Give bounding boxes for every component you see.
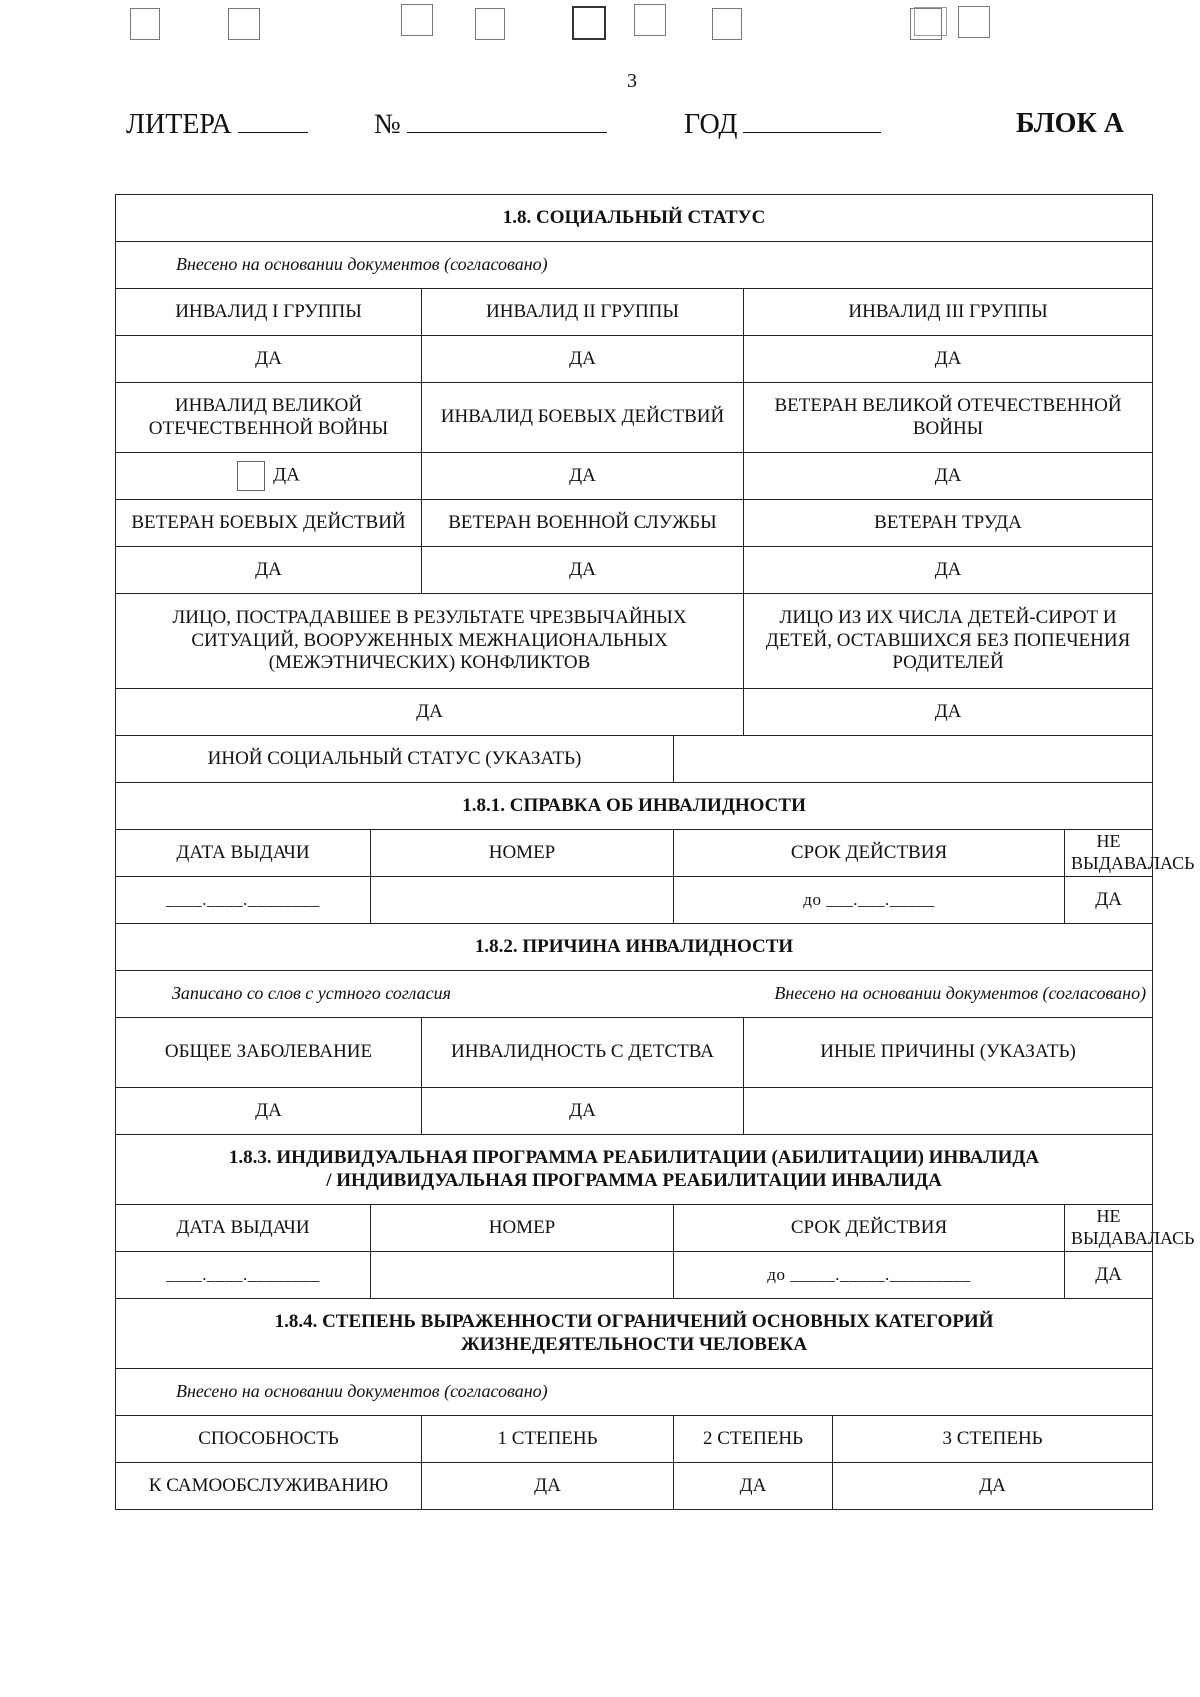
year-blank[interactable]: [743, 108, 881, 133]
number-blank[interactable]: [407, 108, 607, 133]
note-verbal: Записано со слов с устного согласия: [172, 983, 451, 1004]
note-documents: Внесено на основании документов (согласовано): [116, 242, 1153, 289]
validity-field[interactable]: до ___.___._____: [674, 877, 1065, 924]
yes-option[interactable]: ДА: [1065, 1252, 1153, 1299]
marker-square: [475, 8, 505, 40]
label-veteran-ww2: ВЕТЕРАН ВЕЛИКОЙ ОТЕЧЕСТВЕННОЙ ВОЙНЫ: [744, 383, 1153, 453]
col-validity: СРОК ДЕЙСТВИЯ: [674, 1205, 1065, 1252]
yes-option[interactable]: ДА: [422, 453, 744, 500]
header-line: [126, 108, 1126, 148]
col-number: НОМЕР: [371, 830, 674, 877]
section-title-social-status: 1.8. СОЦИАЛЬНЫЙ СТАТУС: [116, 195, 1153, 242]
col-degree-3: 3 СТЕПЕНЬ: [833, 1416, 1153, 1463]
label-disabled-ww2: ИНВАЛИД ВЕЛИКОЙ ОТЕЧЕСТВЕННОЙ ВОЙНЫ: [116, 383, 422, 453]
yes-option[interactable]: ДА: [422, 547, 744, 594]
yes-option[interactable]: ДА: [833, 1463, 1153, 1510]
label-emergency-victim: ЛИЦО, ПОСТРАДАВШЕЕ В РЕЗУЛЬТАТЕ ЧРЕЗВЫЧАЙНЫХ СИТУАЦИЙ, ВООРУЖЕННЫХ МЕЖНАЦИОНАЛЬНЫХ (МЕЖЭТНИЧЕСКИХ) КОНФЛИКТОВ: [116, 594, 744, 689]
rehab-title-line-1: 1.8.3. ИНДИВИДУАЛЬНАЯ ПРОГРАММА РЕАБИЛИТАЦИИ (АБИЛИТАЦИИ) ИНВАЛИДА: [228, 1146, 1040, 1168]
yes-option[interactable]: ДА: [674, 1463, 833, 1510]
number-field[interactable]: [371, 1252, 674, 1299]
yes-option[interactable]: ДА: [744, 547, 1153, 594]
litera-label: ЛИТЕРА: [126, 109, 232, 140]
marker-square: [910, 8, 942, 40]
year-label: ГОД: [684, 109, 738, 140]
label-disabled-group-2: ИНВАЛИД II ГРУППЫ: [422, 289, 744, 336]
year-field: [684, 108, 881, 141]
marker-square: [572, 6, 606, 40]
registration-markers: [0, 0, 1200, 50]
block-label: БЛОК А: [1016, 108, 1124, 139]
col-not-issued: НЕ ВЫДАВАЛАСЬ: [1065, 1205, 1153, 1252]
yes-option[interactable]: ДА: [116, 336, 422, 383]
issue-date-field[interactable]: ____.____.________: [116, 877, 371, 924]
marker-square: [130, 8, 160, 40]
social-status-form: [115, 194, 1195, 1510]
yes-option[interactable]: ДА: [116, 1088, 422, 1135]
label-veteran-combat: ВЕТЕРАН БОЕВЫХ ДЕЙСТВИЙ: [116, 500, 422, 547]
section-title-cause: 1.8.2. ПРИЧИНА ИНВАЛИДНОСТИ: [116, 924, 1153, 971]
other-causes-field[interactable]: [744, 1088, 1153, 1135]
section-title-rehab: [116, 1135, 1153, 1205]
litera-field: [126, 108, 308, 141]
label-general-disease: ОБЩЕЕ ЗАБОЛЕВАНИЕ: [116, 1018, 422, 1088]
col-number: НОМЕР: [371, 1205, 674, 1252]
col-ability: СПОСОБНОСТЬ: [116, 1416, 422, 1463]
yes-option[interactable]: ДА: [1065, 877, 1153, 924]
checkbox[interactable]: [237, 461, 265, 491]
yes-option-with-checkbox[interactable]: [116, 453, 422, 500]
label-disabled-combat: ИНВАЛИД БОЕВЫХ ДЕЙСТВИЙ: [422, 383, 744, 453]
number-label: №: [374, 109, 401, 140]
label-disabled-group-3: ИНВАЛИД III ГРУППЫ: [744, 289, 1153, 336]
col-not-issued: НЕ ВЫДАВАЛАСЬ: [1065, 830, 1153, 877]
col-issue-date: ДАТА ВЫДАЧИ: [116, 1205, 371, 1252]
number-field: [374, 108, 607, 141]
section-title-certificate: 1.8.1. СПРАВКА ОБ ИНВАЛИДНОСТИ: [116, 783, 1153, 830]
marker-square: [228, 8, 260, 40]
issue-date-field[interactable]: ____.____.________: [116, 1252, 371, 1299]
yes-option[interactable]: ДА: [116, 547, 422, 594]
label-other-causes: ИНЫЕ ПРИЧИНЫ (УКАЗАТЬ): [744, 1018, 1153, 1088]
label-veteran-labor: ВЕТЕРАН ТРУДА: [744, 500, 1153, 547]
col-issue-date: ДАТА ВЫДАЧИ: [116, 830, 371, 877]
yes-option[interactable]: ДА: [422, 1088, 744, 1135]
litera-blank[interactable]: [238, 108, 308, 133]
col-validity: СРОК ДЕЙСТВИЯ: [674, 830, 1065, 877]
section-title-limitations: [116, 1299, 1153, 1369]
yes-option[interactable]: ДА: [422, 1463, 674, 1510]
yes-label: ДА: [273, 464, 300, 486]
page-number: 3: [627, 70, 637, 92]
limitations-title-line-2: ЖИЗНЕДЕЯТЕЛЬНОСТИ ЧЕЛОВЕКА: [460, 1333, 808, 1355]
label-self-care: К САМООБСЛУЖИВАНИЮ: [116, 1463, 422, 1510]
note-documents: Внесено на основании документов (согласовано): [116, 1369, 1153, 1416]
other-status-field[interactable]: [674, 736, 1153, 783]
marker-square: [712, 8, 742, 40]
number-field[interactable]: [371, 877, 674, 924]
marker-square: [401, 4, 433, 36]
marker-square: [634, 4, 666, 36]
yes-option[interactable]: ДА: [744, 453, 1153, 500]
rehab-title-line-2: / ИНДИВИДУАЛЬНАЯ ПРОГРАММА РЕАБИЛИТАЦИИ ИНВАЛИДА: [326, 1169, 942, 1191]
label-veteran-military: ВЕТЕРАН ВОЕННОЙ СЛУЖБЫ: [422, 500, 744, 547]
note-cause: [116, 971, 1153, 1018]
yes-option[interactable]: ДА: [422, 336, 744, 383]
col-degree-2: 2 СТЕПЕНЬ: [674, 1416, 833, 1463]
label-disabled-group-1: ИНВАЛИД I ГРУППЫ: [116, 289, 422, 336]
label-other-status: ИНОЙ СОЦИАЛЬНЫЙ СТАТУС (УКАЗАТЬ): [116, 736, 674, 783]
marker-square: [958, 6, 990, 38]
col-degree-1: 1 СТЕПЕНЬ: [422, 1416, 674, 1463]
label-orphan: ЛИЦО ИЗ ИХ ЧИСЛА ДЕТЕЙ-СИРОТ И ДЕТЕЙ, ОСТАВШИХСЯ БЕЗ ПОПЕЧЕНИЯ РОДИТЕЛЕЙ: [744, 594, 1153, 689]
limitations-title-line-1: 1.8.4. СТЕПЕНЬ ВЫРАЖЕННОСТИ ОГРАНИЧЕНИЙ ОСНОВНЫХ КАТЕГОРИЙ: [274, 1310, 994, 1332]
note-documents: Внесено на основании документов (согласовано): [774, 983, 1147, 1004]
label-childhood: ИНВАЛИДНОСТЬ С ДЕТСТВА: [422, 1018, 744, 1088]
validity-field[interactable]: до _____._____._________: [674, 1252, 1065, 1299]
yes-option[interactable]: ДА: [744, 689, 1153, 736]
yes-option[interactable]: ДА: [116, 689, 744, 736]
yes-option[interactable]: ДА: [744, 336, 1153, 383]
